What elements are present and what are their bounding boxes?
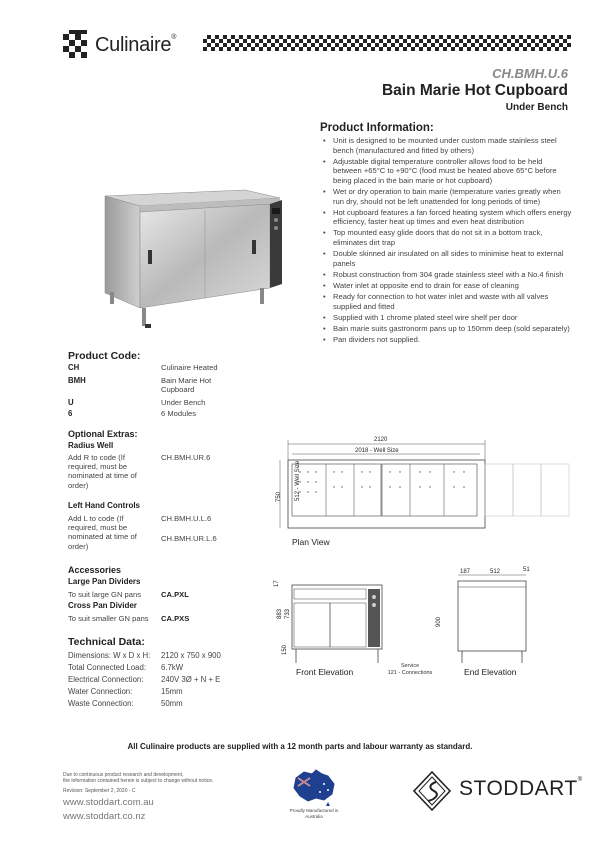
dim-height-body: 733 <box>285 608 291 619</box>
radius-well-desc: Add R to code (If required, must be nominated at time of order) <box>68 453 137 490</box>
info-item: • Pan dividers not supplied. <box>323 335 573 345</box>
checker-bar <box>203 35 571 51</box>
disclaimer-line-1: Due to continuous product research and development, <box>63 772 184 778</box>
made-in-australia-caption: Proudly Manufactured in Australia <box>289 808 339 819</box>
dim-end-51: 51 <box>523 567 530 573</box>
dim-end-height: 900 <box>436 616 442 627</box>
optional-extras-heading: Optional Extras: <box>68 429 138 439</box>
radius-well-code: CH.BMH.UR.6 <box>161 453 211 462</box>
dim-top: 17 <box>274 580 280 587</box>
info-item: • Ready for connection to hot water inlet and waste with all valves supplied and fitted <box>323 292 573 311</box>
cross-pan-desc: To suit smaller GN pans <box>68 614 149 623</box>
info-item: • Supplied with 1 chrome plated steel wire shelf per door <box>323 313 573 323</box>
large-pan-code: CA.PXL <box>161 590 189 599</box>
plan-view-label: Plan View <box>292 537 330 547</box>
dim-well-depth: 512 - Well Size <box>295 460 301 501</box>
code-key: 6 <box>68 409 73 418</box>
dim-end-187: 187 <box>460 569 471 575</box>
service-note <box>385 663 435 676</box>
tech-value: 6.7kW <box>161 663 184 672</box>
code-key: U <box>68 398 74 407</box>
url-nz-link[interactable]: www.stoddart.co.nz <box>63 811 146 822</box>
info-item: • Water inlet at opposite end to drain for ease of cleaning <box>323 281 573 291</box>
product-image <box>100 188 300 330</box>
dim-overall-width: 2120 <box>374 437 388 443</box>
code-key: CH <box>68 363 80 372</box>
service-label: Service <box>400 663 420 669</box>
info-item: • Adjustable digital temperature controller allows food to be held between +65°C to +90°C (food must be heated above 65°C before being placed in the bain marie or hot cupboard) <box>323 157 573 186</box>
info-item: • Unit is designed to be mounted under custom made stainless steel bench (manufactured and fitted by others) <box>323 136 573 155</box>
info-item: • Double skinned air insulated on all sides to minimise heat to external panels <box>323 249 573 268</box>
dim-depth: 750 <box>276 491 282 502</box>
tech-value: 240V 3Ø + N + E <box>161 675 221 684</box>
code-desc: 6 Modules <box>161 409 197 418</box>
code-desc: Bain Marie Hot Cupboard <box>161 376 212 394</box>
info-item: • Top mounted easy glide doors that do not sit in a bottom track, eliminates dirt trap <box>323 228 573 247</box>
code-key: BMH <box>68 376 86 385</box>
accessories-heading: Accessories <box>68 565 122 575</box>
dim-height-total: 883 <box>277 608 283 619</box>
dim-end-512: 512 <box>490 569 501 575</box>
tech-key: Electrical Connection: <box>68 675 144 684</box>
info-item: • Hot cupboard features a fan forced heating system which offers energy efficiency, faster heat up times and even heat distribution <box>323 208 573 227</box>
cross-pan-code: CA.PXS <box>161 614 190 623</box>
cross-pan-divider-heading: Cross Pan Divider <box>68 601 137 610</box>
brand-name: Culinaire® <box>95 34 177 56</box>
end-elevation-drawing <box>436 565 550 680</box>
info-item: • Wet or dry operation to bain marie (temperature varies greatly when run dry, should not be left unattended for long periods of time) <box>323 187 573 206</box>
culinaire-logo-icon <box>63 30 91 58</box>
plan-view-drawing <box>270 432 580 550</box>
product-information-heading: Product Information: <box>320 122 434 134</box>
front-elevation-drawing <box>270 565 400 680</box>
dim-well-width: 2018 - Well Size <box>355 448 399 454</box>
info-item: • Robust construction from 304 grade stainless steel with a No.4 finish <box>323 270 573 280</box>
tech-value: 50mm <box>161 699 183 708</box>
technical-data-heading: Technical Data: <box>68 636 145 648</box>
info-item: • Bain marie suits gastronorm pans up to 150mm deep (sold separately) <box>323 324 573 334</box>
dim-leg: 150 <box>282 644 288 655</box>
url-au-link[interactable]: www.stoddart.com.au <box>63 797 154 808</box>
tech-value: 2120 x 750 x 900 <box>161 651 221 660</box>
tech-key: Water Connection: <box>68 687 133 696</box>
tech-value: 15mm <box>161 687 183 696</box>
large-pan-dividers-heading: Large Pan Dividers <box>68 577 141 586</box>
model-code: CH.BMH.U.6 <box>492 66 568 81</box>
warranty-note: All Culinaire products are supplied with a 12 month parts and labour warranty as standard. <box>127 742 473 751</box>
disclaimer-line-2: the information contained herein is subject to change without notice. <box>63 778 214 784</box>
stoddart-logo-icon <box>412 770 452 812</box>
page-subtitle: Under Bench <box>505 102 568 113</box>
tech-key: Dimensions: W x D x H: <box>68 651 151 660</box>
large-pan-desc: To suit large GN pans <box>68 590 142 599</box>
page-title: Bain Marie Hot Cupboard <box>381 82 568 99</box>
end-elevation-label: End Elevation <box>464 667 517 677</box>
left-hand-heading: Left Hand Controls <box>68 501 140 510</box>
connections-label: 121 - Connections <box>387 669 433 676</box>
australia-flag-map-icon <box>290 768 338 806</box>
stoddart-wordmark: STODDART® <box>459 777 583 800</box>
tech-key: Total Connected Load: <box>68 663 147 672</box>
code-desc: Culinaire Heated <box>161 363 218 372</box>
code-desc: Under Bench <box>161 398 206 407</box>
tech-key: Waste Connection: <box>68 699 134 708</box>
left-hand-desc: Add L to code (If required, must be nominated at time of order) <box>68 514 137 551</box>
revision-note: Revision: September 2, 2020 - C <box>63 788 136 794</box>
front-elevation-label: Front Elevation <box>296 667 354 677</box>
product-information-list <box>323 136 573 346</box>
left-hand-code: CH.BMH.U.L.6 <box>161 514 212 523</box>
product-code-heading: Product Code: <box>68 350 141 362</box>
radius-well-heading: Radius Well <box>68 441 114 450</box>
left-hand-code-radius: CH.BMH.UR.L.6 <box>161 534 217 543</box>
